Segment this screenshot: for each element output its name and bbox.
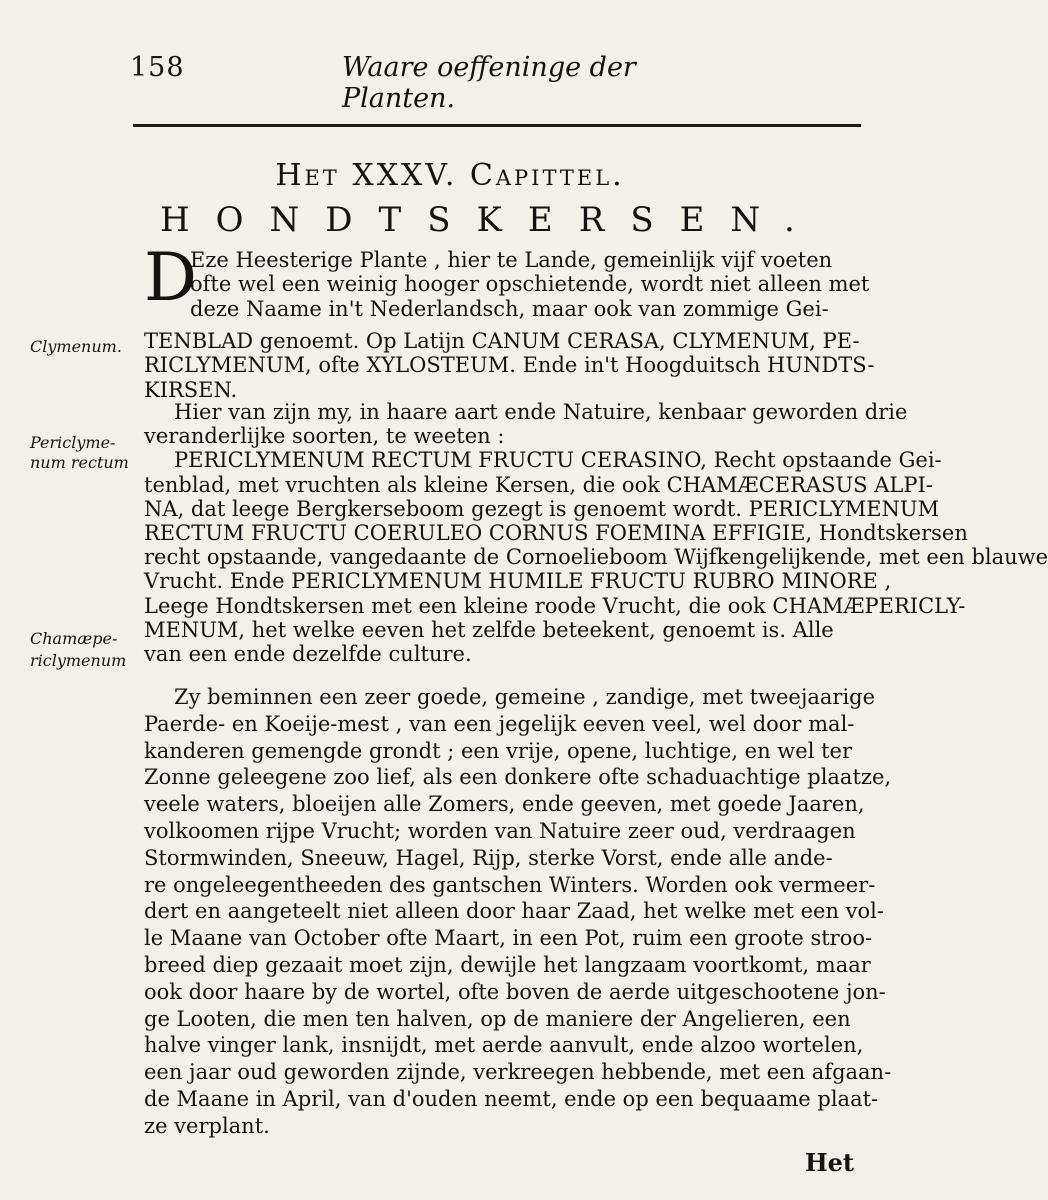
text-line: ge Looten, die men ten halven, op de maniere der Angelieren, een: [144, 1006, 851, 1031]
text-line: ook door haare by de wortel, ofte boven de aerde uitgeschootene jon-: [144, 979, 886, 1004]
text-line: Paerde- en Koeije-mest , van een jegelijk eeven veel, wel door mal-: [144, 711, 855, 736]
margin-note-periclymenum-1: Periclyme-: [30, 433, 116, 452]
text-line: Stormwinden, Sneeuw, Hagel, Rijp, sterke Vorst, ende alle ande-: [144, 845, 833, 870]
text-line: NA, dat leege Bergkerseboom gezegt is genoemt wordt. PERICLYMENUM: [144, 496, 940, 521]
text-line: ze verplant.: [144, 1113, 270, 1138]
text-line: deze Naame in't Nederlandsch, maar ook van zommige Gei-: [190, 296, 829, 321]
text-line: kanderen gemengde grondt ; een vrije, opene, luchtige, en wel ter: [144, 738, 853, 763]
text-line: le Maane van October ofte Maart, in een Pot, ruim een groote stroo-: [144, 926, 873, 951]
margin-note-chamaepericlymenum-1: Chamæpe-: [30, 629, 118, 648]
text-line: ofte wel een weinig hooger opschietende, wordt niet alleen met: [190, 272, 870, 297]
drop-capital: D: [144, 239, 197, 316]
page-number: 158: [130, 52, 185, 83]
chapter-heading: Het XXXV. Capittel.: [275, 158, 625, 193]
text-line: TENBLAD genoemt. Op Latijn CANUM CERASA, CLYMENUM, PE-: [144, 329, 860, 353]
text-line: Hier van zijn my, in haare aart ende Natuire, kenbaar geworden drie: [174, 400, 908, 424]
paragraph-1-rest: [144, 329, 875, 402]
margin-note-chamaepericlymenum-2: riclymenum: [30, 651, 127, 670]
header-rule: [133, 124, 861, 127]
text-line: volkoomen rijpe Vrucht; worden van Natuire zeer oud, verdraagen: [144, 818, 856, 843]
text-line: RECTUM FRUCTU COERULEO CORNUS FOEMINA EFFIGIE, Hondtskersen: [144, 520, 968, 545]
text-line: PERICLYMENUM RECTUM FRUCTU CERASINO, Recht opstaande Gei-: [174, 448, 942, 473]
text-line: veranderlijke soorten, te weeten :: [144, 424, 505, 449]
text-line: veele waters, bloeijen alle Zomers, ende geeven, met goede Jaaren,: [144, 792, 865, 817]
page-header: [130, 52, 750, 114]
text-line: recht opstaande, vangedaante de Cornoelieboom Wijfkengelijkende, met een blauwe: [144, 545, 1048, 570]
margin-note-clymenum: Clymenum.: [30, 337, 122, 356]
text-line: MENUM, het welke eeven het zelfde beteekent, genoemt is. Alle: [144, 617, 834, 642]
text-line: een jaar oud geworden zijnde, verkreegen hebbende, met een afgaan-: [144, 1060, 892, 1085]
margin-note-periclymenum-2: num rectum: [30, 453, 129, 472]
text-line: tenblad, met vruchten als kleine Kersen, die ook CHAMÆCERASUS ALPI-: [144, 472, 933, 497]
text-line: halve vinger lank, insnijdt, met aerde aanvult, ende alzoo wortelen,: [144, 1033, 864, 1058]
text-line: de Maane in April, van d'ouden neemt, ende op een bequaame plaat-: [144, 1086, 879, 1111]
running-title: Waare oeffeninge der Planten.: [342, 52, 636, 114]
text-line: KIRSEN.: [144, 377, 238, 402]
text-line: breed diep gezaait moet zijn, dewijle het langzaam voortkomt, maar: [144, 952, 871, 977]
catchword: Het: [804, 1148, 854, 1177]
text-line: Zy beminnen een zeer goede, gemeine , zandige, met tweejaarige: [174, 685, 876, 709]
paragraph-1-top: [190, 248, 869, 321]
text-line: RICLYMENUM, ofte XYLOSTEUM. Ende in't Hoogduitsch HUNDTS-: [144, 353, 875, 378]
text-line: dert en aangeteelt niet alleen door haar Zaad, het welke met een vol-: [144, 899, 884, 924]
text-line: Eze Heesterige Plante , hier te Lande, gemeinlijk vijf voeten: [190, 248, 833, 272]
text-line: Zonne geleegene zoo lief, als een donkere ofte schaduachtige plaatze,: [144, 765, 892, 790]
text-line: van een ende dezelfde culture.: [144, 641, 472, 666]
text-line: Leege Hondtskersen met een kleine roode Vrucht, die ook CHAMÆPERICLY-: [144, 593, 966, 618]
paragraph-2: [144, 400, 1048, 666]
text-line: Vrucht. Ende PERICLYMENUM HUMILE FRUCTU RUBRO MINORE ,: [144, 569, 892, 594]
chapter-title: HONDTSKERSEN.: [160, 200, 821, 240]
text-line: re ongeleegentheeden des gantschen Winters. Worden ook vermeer-: [144, 872, 876, 897]
paragraph-3: [144, 684, 891, 1140]
